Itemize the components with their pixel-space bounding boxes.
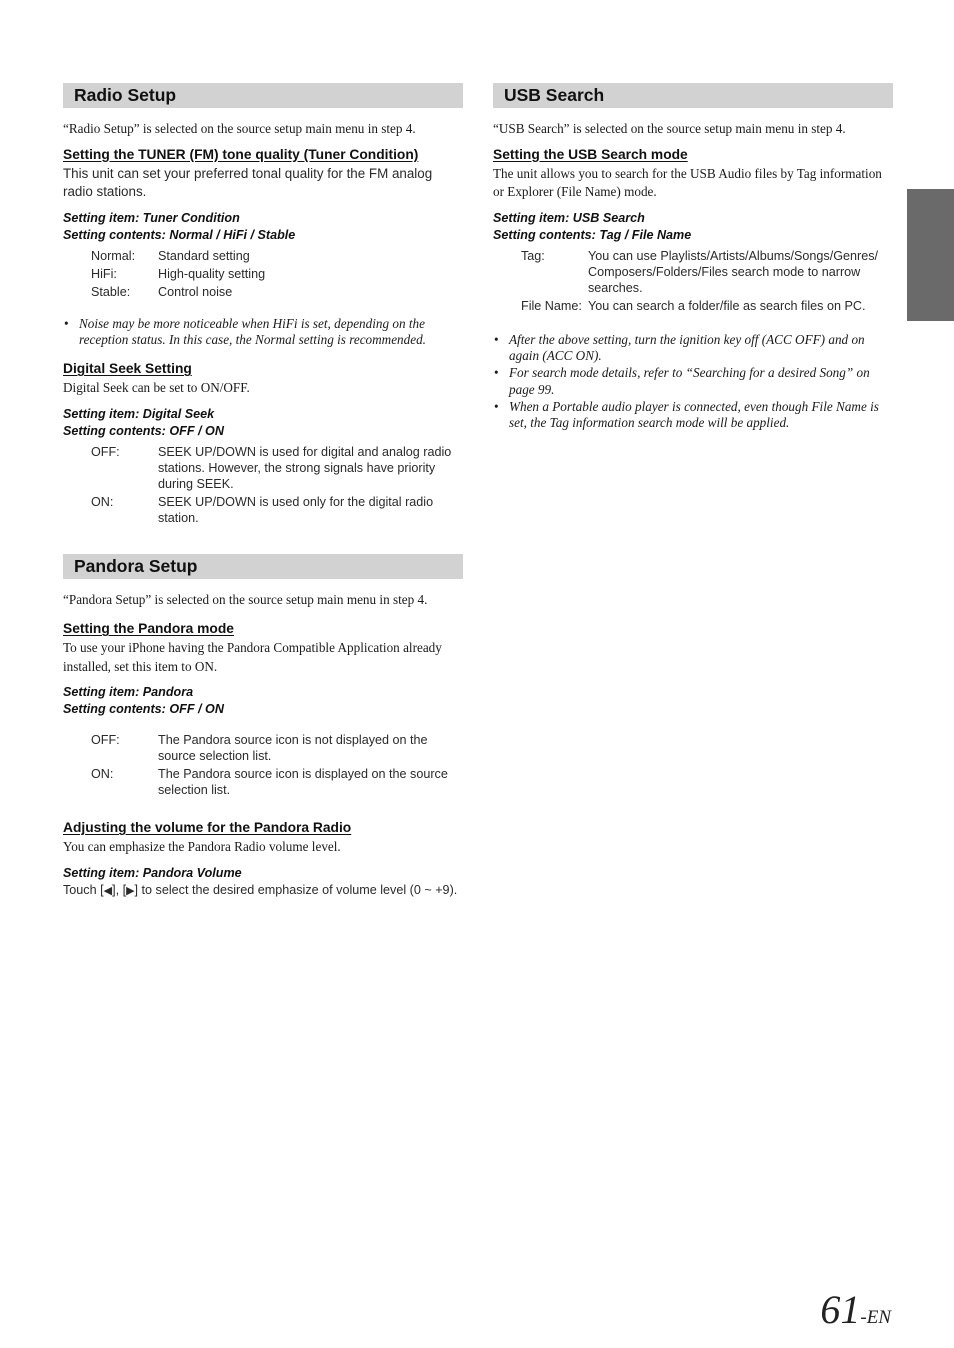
- touch-suffix: ] to select the desired emphasize of volume level (0 ~ +9).: [134, 882, 458, 897]
- pandora-setup-intro: “Pandora Setup” is selected on the source setup main menu in step 4.: [63, 591, 428, 607]
- touch-mid: ], [: [112, 882, 127, 897]
- pandora-setup-heading: Pandora Setup: [63, 554, 463, 579]
- right-arrow-icon: ▶: [126, 884, 135, 897]
- left-arrow-icon: ◀: [103, 884, 113, 897]
- usb-setting-contents: Setting contents: Tag / File Name: [493, 227, 692, 242]
- option-value: Control noise: [158, 284, 233, 299]
- usb-mode-desc: The unit allows you to search for the USB Audio files by Tag information or Explorer (File Name) mode.: [493, 165, 882, 199]
- option-value: SEEK UP/DOWN is used only for the digital radio station.: [158, 494, 434, 525]
- pandora-mode-desc: To use your iPhone having the Pandora Compatible Application already installed, set this item to ON.: [63, 640, 442, 674]
- page-number-suffix: -EN: [860, 1307, 891, 1328]
- tuner-options-table: [91, 248, 265, 302]
- table-row: [91, 732, 463, 766]
- option-value: You can search a folder/file as search files on PC.: [588, 298, 866, 313]
- table-row: [91, 444, 463, 494]
- usb-options-table: [521, 248, 893, 316]
- pandora-volume-heading: Adjusting the volume for the Pandora Radio: [63, 820, 352, 836]
- option-key: Normal:: [91, 248, 136, 263]
- tuner-setting-item: Setting item: Tuner Condition: [63, 210, 240, 225]
- seek-setting-contents: Setting contents: OFF / ON: [63, 423, 224, 438]
- table-row: [91, 284, 265, 302]
- pandora-volume-desc: You can emphasize the Pandora Radio volume level.: [63, 839, 341, 855]
- usb-notes: [493, 332, 893, 433]
- option-value: The Pandora source icon is displayed on the source selection list.: [158, 767, 448, 798]
- table-row: [91, 266, 265, 284]
- chapter-tab: [907, 189, 954, 321]
- table-row: [91, 766, 463, 800]
- option-key: ON:: [91, 494, 114, 509]
- radio-setup-heading: Radio Setup: [63, 83, 463, 108]
- seek-options-table: [91, 444, 463, 528]
- tuner-notes: [63, 316, 463, 350]
- pandora-setting-contents: Setting contents: OFF / ON: [63, 702, 224, 717]
- option-key: ON:: [91, 767, 114, 782]
- pandora-volume-item: Setting item: Pandora Volume: [63, 865, 242, 880]
- option-value: The Pandora source icon is not displayed on the source selection list.: [158, 733, 428, 764]
- list-item: • When a Portable audio player is connected, even though File Name is set, the Tag information search mode will be applied.: [493, 399, 893, 433]
- tuner-condition-desc: This unit can set your preferred tonal quality for the FM analog radio stations.: [63, 165, 433, 199]
- option-value: SEEK UP/DOWN is used for digital and analog radio stations. However, the strong signals have priority during SEEK.: [158, 444, 452, 491]
- right-column: [493, 83, 893, 432]
- list-item: • Noise may be more noticeable when HiFi is set, depending on the reception status. In this case, the Normal setting is recommended.: [63, 316, 463, 350]
- usb-search-intro: “USB Search” is selected on the source setup main menu in step 4.: [493, 121, 846, 136]
- list-item: • After the above setting, turn the ignition key off (ACC OFF) and on again (ACC ON).: [493, 332, 893, 366]
- radio-setup-intro: “Radio Setup” is selected on the source setup main menu in step 4.: [63, 121, 416, 136]
- tuner-condition-heading: Setting the TUNER (FM) tone quality (Tuner Condition): [63, 146, 419, 162]
- tuner-setting-contents: Setting contents: Normal / HiFi / Stable: [63, 227, 296, 242]
- option-key: File Name:: [521, 298, 582, 313]
- table-row: [521, 298, 893, 316]
- usb-search-heading: USB Search: [493, 83, 893, 108]
- digital-seek-desc: Digital Seek can be set to ON/OFF.: [63, 380, 250, 396]
- option-key: OFF:: [91, 733, 120, 748]
- table-row: [521, 248, 893, 298]
- table-row: [91, 248, 265, 266]
- pandora-setting-item: Setting item: Pandora: [63, 685, 194, 700]
- page-number-value: 61: [820, 1287, 861, 1332]
- list-item: • For search mode details, refer to “Searching for a desired Song” on page 99.: [493, 365, 893, 399]
- left-column: [63, 83, 463, 899]
- option-key: Tag:: [521, 248, 545, 263]
- touch-prefix: Touch [: [63, 882, 104, 897]
- pandora-mode-heading: Setting the Pandora mode: [63, 621, 234, 637]
- option-key: Stable:: [91, 284, 131, 299]
- seek-setting-item: Setting item: Digital Seek: [63, 406, 215, 421]
- digital-seek-heading: Digital Seek Setting: [63, 361, 192, 377]
- option-value: Standard setting: [158, 248, 250, 263]
- pandora-volume-instruction: [63, 882, 463, 899]
- option-value: You can use Playlists/Artists/Albums/Songs/Genres/ Composers/Folders/Files search mode to narrow searches.: [588, 248, 879, 295]
- usb-mode-heading: Setting the USB Search mode: [493, 146, 688, 162]
- pandora-options-table: [91, 732, 463, 800]
- option-key: OFF:: [91, 444, 120, 459]
- option-key: HiFi:: [91, 266, 117, 281]
- usb-setting-item: Setting item: USB Search: [493, 210, 645, 225]
- option-value: High-quality setting: [158, 266, 266, 281]
- table-row: [91, 494, 463, 528]
- page-number: [820, 1286, 891, 1333]
